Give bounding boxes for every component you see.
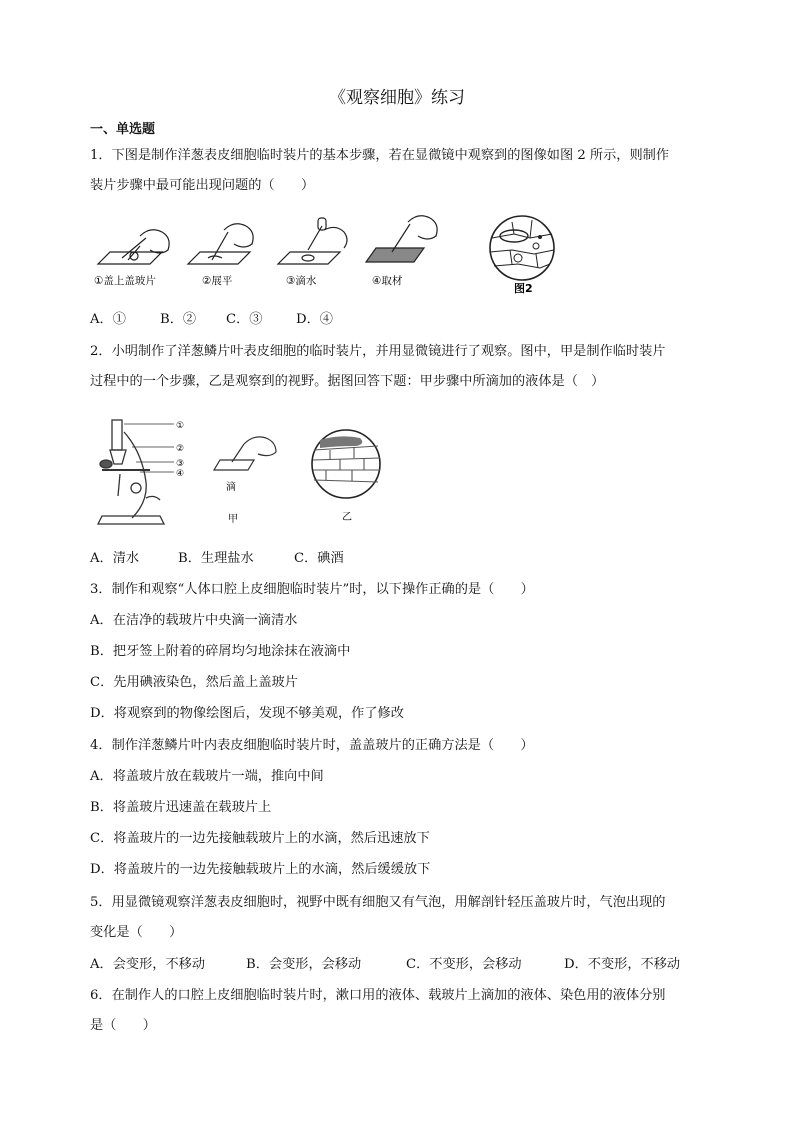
section-heading: 一、单选题 — [90, 122, 156, 137]
yi-label: 乙 — [342, 512, 352, 523]
fig2-label: 图2 — [514, 282, 533, 295]
option-d[interactable]: D．将观察到的物像绘图后，发现不够美观，作了修改 — [90, 706, 404, 721]
q5-options — [90, 955, 680, 975]
step-label: ②展平 — [202, 275, 233, 287]
option-c[interactable]: C．③ — [226, 312, 263, 327]
step4-illustration — [366, 216, 437, 262]
q1-options — [90, 310, 333, 330]
option-b[interactable]: B．会变形，会移动 — [246, 957, 362, 972]
step-label: ③滴水 — [286, 275, 317, 287]
option-c[interactable]: C．将盖玻片的一边先接触载玻片上的水滴，然后迅速放下 — [90, 831, 430, 846]
q2-stem-line2: 过程中的一个步骤，乙是观察到的视野。据图回答下题：甲步骤中所滴加的液体是（ ） — [90, 374, 605, 389]
option-b[interactable]: B．把牙签上附着的碎屑均匀地涂抹在液滴中 — [90, 644, 351, 659]
q1-steps-figure — [88, 212, 448, 294]
part-mark: ④ — [176, 469, 185, 479]
step-label: ④取材 — [372, 275, 403, 287]
part-mark: ① — [176, 421, 185, 431]
option-b[interactable]: B．生理盐水 — [178, 551, 254, 566]
step3-illustration — [278, 218, 347, 264]
option-a[interactable]: A．① — [90, 312, 126, 327]
q2-yi-figure — [308, 426, 388, 526]
q5-stem-line2: 变化是（ ） — [90, 925, 183, 940]
q2-options — [90, 549, 344, 569]
option-d[interactable]: D．不变形，不移动 — [564, 957, 681, 972]
option-c[interactable]: C．碘酒 — [294, 551, 344, 566]
q2-stem-line1: 2．小明制作了洋葱鳞片叶表皮细胞的临时装片，并用显微镜进行了观察。图中，甲是制作临时装片 — [90, 344, 666, 359]
fig2-microscope-view — [484, 212, 560, 296]
option-d[interactable]: D．将盖玻片的一边先接触载玻片上的水滴，然后缓缓放下 — [90, 862, 431, 877]
part-mark: ③ — [176, 459, 185, 469]
option-c[interactable]: C．不变形，会移动 — [406, 957, 522, 972]
q5-stem-line1: 5．用显微镜观察洋葱表皮细胞时，视野中既有细胞又有气泡，用解剖针轻压盖玻片时，气泡出现的 — [90, 895, 666, 910]
option-b[interactable]: B．将盖玻片迅速盖在载玻片上 — [90, 800, 272, 815]
step1-illustration — [98, 230, 169, 264]
drop-label: 滴 — [226, 482, 236, 493]
step2-illustration — [188, 224, 253, 264]
q6-stem-line1: 6．在制作人的口腔上皮细胞临时装片时，漱口用的液体、载玻片上滴加的液体、染色用的液体分别 — [90, 988, 666, 1003]
step-label: ①盖上盖玻片 — [94, 275, 156, 287]
page-title: 《观察细胞》练习 — [329, 88, 465, 108]
option-a[interactable]: A．清水 — [90, 551, 140, 566]
part-mark: ② — [176, 444, 185, 454]
q1-stem-line1: 1．下图是制作洋葱表皮细胞临时装片的基本步骤，若在显微镜中观察到的图像如图 2 所示，则制作 — [90, 148, 670, 163]
jia-label: 甲 — [228, 514, 238, 525]
option-a[interactable]: A．在洁净的载玻片中央滴一滴清水 — [90, 613, 298, 628]
q6-stem-line2: 是（ ） — [90, 1018, 156, 1033]
option-b[interactable]: B．② — [160, 312, 197, 327]
q3-stem: 3．制作和观察“人体口腔上皮细胞临时装片”时，以下操作正确的是（ ） — [90, 582, 534, 597]
option-a[interactable]: A．会变形，不移动 — [90, 957, 206, 972]
q2-microscope-figure — [92, 412, 200, 532]
option-a[interactable]: A．将盖玻片放在载玻片一端，推向中间 — [90, 769, 324, 784]
q1-stem-line2: 装片步骤中最可能出现问题的（ ） — [90, 178, 315, 193]
q2-jia-figure — [210, 432, 284, 528]
option-d[interactable]: D．④ — [296, 312, 333, 327]
q4-stem: 4．制作洋葱鳞片叶内表皮细胞临时装片时，盖盖玻片的正确方法是（ ） — [90, 738, 534, 753]
option-c[interactable]: C．先用碘液染色，然后盖上盖玻片 — [90, 675, 298, 690]
